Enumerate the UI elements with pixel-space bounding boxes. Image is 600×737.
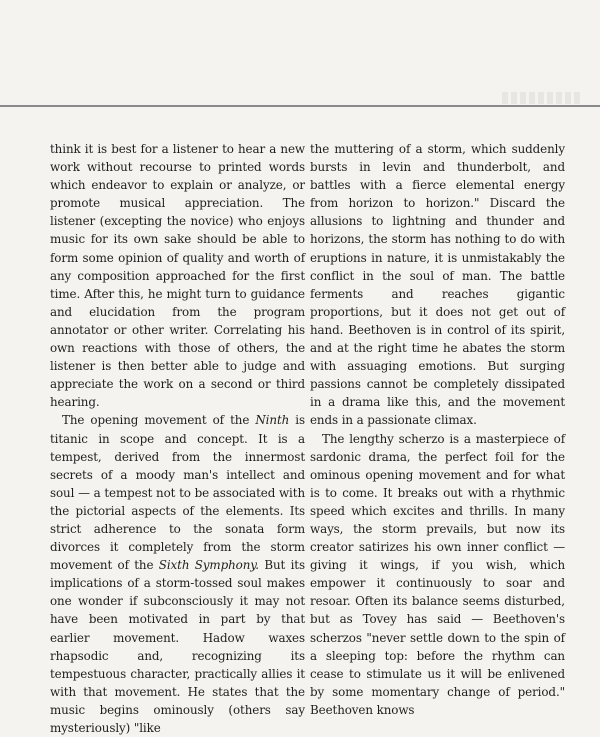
- right-paragraph-1: the muttering of a storm, which suddenly bursts in levin and thunderbolt, and battles with a fierce elemental energy from horizon to horizon." Discard the allusions to lightning and thunder and horizons, the storm has nothing to do with eruptions in nature, it is unmistakably the conflict in the soul of man. The battle ferments and reaches gigantic proportions, but it does not get out of hand. Beethoven is in control of its spirit, and at the right time he abates the storm with assuaging emotions. But surging passions cannot be completely dissipated in a drama like this, and the movement ends in a passionate climax.: [310, 142, 565, 428]
- left-paragraph-1: think it is best for a listener to hear a new work without recourse to printed words which endeavor to explain or analyze, or promote musical appreciation. The listener (excepting the novice) who enjoys music for its own sake should be able to form some opinion of quality and worth of any composition approached for the first time. After this, he might turn to guidance and elucidation from the program annotator or other writer. Correlating his own reactions with those of others, the listener is then better able to judge and appreciate the work on a second or third hearing.: [50, 142, 305, 410]
- right-paragraph-2: The lengthy scherzo is a masterpiece of sardonic drama, the perfect foil for the ominous opening movement and for what is to come. It breaks out with a rhythmic speed which excites and thrills. In many ways, the storm prevails, but now its creator satirizes his own inner conflict — giving it wings, if you wish, which empower it continuously to soar and resoar. Often its balance seems disturbed, but as Tovey has said — Beethoven's scherzos "never settle down to the spin of a sleeping top: before the rhythm can cease to stimulate us it will be enlivened by some momentary change of period." Beethoven knows: [310, 431, 565, 717]
- header-rule: [0, 105, 600, 107]
- left-column: [50, 140, 305, 737]
- right-column: [310, 140, 565, 719]
- faint-header-bleed: [502, 92, 582, 104]
- left-paragraph-2: [50, 411, 305, 737]
- left-paragraph-2-text-c: But its implications of a storm-tossed soul makes one wonder if subconsciously it may not have been motivated in part by that earlier movement. Hadow waxes rhapsodic and, recognizing its tempestuous character, practically allies it with that movement. He states that the music begins ominously (others say mysteriously) "like: [50, 558, 305, 735]
- ninth-title: Ninth: [255, 413, 290, 428]
- left-paragraph-2-text-a: The opening movement of the: [62, 413, 256, 428]
- sixth-symphony-title: Sixth Symphony.: [158, 558, 259, 573]
- left-paragraph-2-text-b: is titanic in scope and concept. It is a tempest, derived from the innermost secrets of a moody man's intellect and soul — a tempest not to be associated with the pictorial aspects of the elements. Its strict adherence to the sonata form divorces it completely from the storm movement of the: [50, 413, 305, 573]
